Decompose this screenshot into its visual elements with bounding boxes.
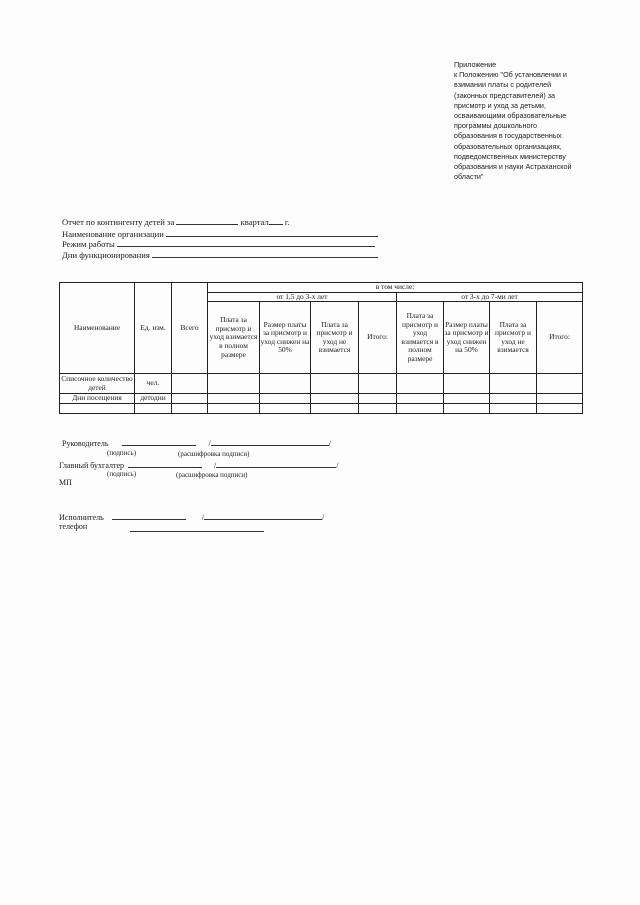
appendix-line: образовательных организациях,	[454, 141, 562, 151]
header-no-fee: Плата за присмотр и уход не взимается	[490, 302, 537, 374]
appendix-line: подведомственных министерству	[454, 151, 566, 161]
header-group-3-7: от 3-х до 7-ми лет	[397, 292, 583, 302]
days-label: Дни функционирования	[62, 250, 150, 260]
table-cell[interactable]	[359, 403, 397, 413]
appendix-line: присмотр и уход за детьми,	[454, 100, 546, 110]
signature-hint: (подпись)	[107, 449, 137, 457]
accountant-signature-line: Главный бухгалтер / /	[59, 461, 339, 470]
decode-hint: (расшифровка подписи)	[178, 450, 250, 458]
phone-blank[interactable]	[130, 531, 264, 532]
decode-hint: (расшифровка подписи)	[176, 471, 248, 479]
row-unit: чел.	[135, 374, 172, 394]
appendix-line: образования и науки Астраханской	[454, 162, 572, 172]
table-cell[interactable]	[444, 403, 490, 413]
table-cell[interactable]	[172, 403, 208, 413]
header-half-fee: Размер платы за присмотр и уход снижен на 50%	[260, 302, 311, 374]
org-label: Наименование организации	[62, 229, 164, 239]
table-cell[interactable]	[60, 403, 135, 413]
head-name-blank[interactable]	[211, 437, 329, 446]
appendix-line: осваивающими образовательные	[454, 111, 567, 121]
table-cell[interactable]	[208, 374, 260, 394]
table-cell[interactable]	[208, 394, 260, 404]
table-cell[interactable]	[172, 374, 208, 394]
table-cell[interactable]	[359, 374, 397, 394]
row-name: Списочное количество детей	[61, 374, 133, 392]
period-blank[interactable]	[176, 216, 238, 225]
work-mode-line	[62, 238, 375, 249]
table-cell[interactable]	[135, 403, 172, 413]
header-group-1-5-3: от 1,5 до 3-х лет	[208, 292, 397, 302]
mode-blank[interactable]	[117, 238, 375, 247]
header-total: Всего	[172, 283, 208, 374]
table-cell[interactable]	[359, 394, 397, 404]
head-signature-blank[interactable]	[122, 437, 196, 446]
head-label: Руководитель	[62, 439, 109, 448]
appendix-line: программы дошкольного	[454, 121, 537, 131]
header-no-fee: Плата за присмотр и уход не взимается	[311, 302, 359, 374]
days-blank[interactable]	[152, 249, 378, 258]
executor-label: Исполнитель	[59, 513, 104, 522]
table-cell[interactable]	[397, 374, 444, 394]
header-half-fee: Размер платы за присмотр и уход снижен на 50%	[444, 302, 490, 374]
report-title-line	[62, 216, 290, 227]
header-name: Наименование	[60, 283, 135, 374]
table-cell[interactable]	[490, 374, 537, 394]
appendix-line: образования в государственных	[454, 131, 562, 141]
table-cell[interactable]	[444, 394, 490, 404]
row-unit: детодни	[135, 394, 172, 404]
executor-signature-blank[interactable]	[112, 511, 186, 520]
signature-hint: (подпись)	[107, 470, 137, 478]
header-full-fee: Плата за присмотр и уход взимается в полном размере	[208, 302, 260, 374]
header-including: в том числе:	[208, 283, 583, 293]
appendix-line: к Положению "Об установлении и	[454, 70, 567, 80]
quarter-label: квартал	[240, 217, 269, 227]
appendix-note	[454, 60, 614, 182]
table-row	[60, 403, 583, 413]
mode-label: Режим работы	[62, 239, 115, 249]
executor-name-blank[interactable]	[204, 511, 322, 520]
header-subtotal: Итого:	[537, 302, 583, 374]
stamp-label: МП	[59, 478, 72, 487]
appendix-line: Приложение	[454, 60, 497, 69]
contingent-table	[59, 282, 583, 414]
table-cell[interactable]	[260, 394, 311, 404]
table-cell[interactable]	[537, 394, 583, 404]
table-cell[interactable]	[208, 403, 260, 413]
year-blank[interactable]	[269, 216, 283, 225]
appendix-line: области"	[454, 172, 484, 182]
table-row	[60, 374, 583, 394]
table-cell[interactable]	[397, 403, 444, 413]
executor-signature-line: Исполнитель / /	[59, 513, 325, 522]
accountant-label: Главный бухгалтер	[59, 461, 124, 470]
header-subtotal: Итого:	[359, 302, 397, 374]
table-cell[interactable]	[311, 374, 359, 394]
year-suffix: г.	[284, 217, 290, 227]
row-name: Дни посещения	[60, 394, 135, 404]
accountant-name-blank[interactable]	[216, 459, 336, 468]
table-cell[interactable]	[311, 403, 359, 413]
header-full-fee: Плата за присмотр и уход взимается в полном размере	[397, 302, 444, 374]
table-cell[interactable]	[172, 394, 208, 404]
table-cell[interactable]	[311, 394, 359, 404]
table-cell[interactable]	[397, 394, 444, 404]
accountant-signature-blank[interactable]	[128, 459, 202, 468]
table-cell[interactable]	[260, 403, 311, 413]
working-days-line	[62, 249, 378, 260]
report-prefix: Отчет по контингенту детей за	[62, 217, 175, 227]
table-cell[interactable]	[260, 374, 311, 394]
appendix-line: (законных представителей) за	[454, 90, 556, 100]
table-row	[60, 394, 583, 404]
head-signature-line: Руководитель / /	[62, 439, 331, 448]
table-cell[interactable]	[537, 403, 583, 413]
table-cell[interactable]	[490, 394, 537, 404]
header-unit: Ед. изм.	[135, 283, 172, 374]
table-cell[interactable]	[490, 403, 537, 413]
appendix-line: взимании платы с родителей	[454, 80, 552, 90]
org-blank[interactable]	[166, 228, 378, 237]
phone-label: телефон	[59, 522, 88, 531]
table-cell[interactable]	[444, 374, 490, 394]
table-cell[interactable]	[537, 374, 583, 394]
